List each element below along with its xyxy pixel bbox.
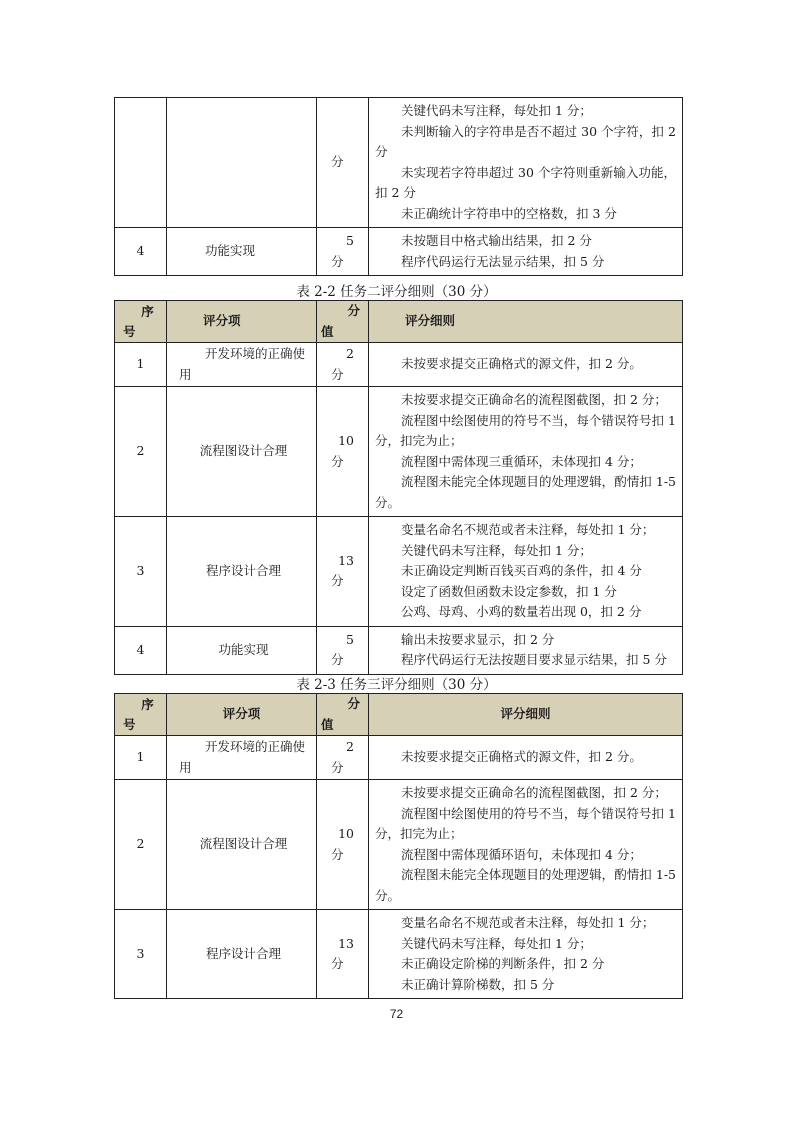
rule-line: 关键代码未写注释，每处扣 1 分； bbox=[401, 542, 592, 558]
score-number: 13 bbox=[338, 935, 354, 951]
score-number: 5 bbox=[346, 233, 354, 248]
scoring-rules bbox=[369, 387, 683, 517]
scoring-item: 流程图设计合理 bbox=[167, 387, 317, 517]
rule-line: 变量名命名不规范或者未注释，每处扣 1 分； bbox=[401, 915, 655, 930]
scoring-rules bbox=[369, 343, 683, 387]
rule-line: 未按要求提交正确格式的源文件，扣 2 分。 bbox=[401, 356, 642, 372]
score-value bbox=[317, 517, 369, 627]
rule-line: 公鸡、母鸡、小鸡的数量若出现 0，扣 2 分 bbox=[401, 604, 642, 619]
rule-line: 流程图中绘图使用的符号不当，每个错误符号扣 1 分，扣完为止； bbox=[375, 805, 676, 841]
header-score: 分 值 bbox=[317, 694, 369, 736]
row-number bbox=[115, 98, 167, 228]
header-item: 评分项 bbox=[167, 694, 317, 736]
score-unit: 分 bbox=[331, 956, 344, 971]
scoring-rules bbox=[369, 228, 683, 276]
row-number: 3 bbox=[115, 910, 167, 999]
scoring-rules bbox=[369, 910, 683, 999]
table-row bbox=[115, 780, 683, 910]
page-number: 72 bbox=[389, 1007, 404, 1021]
score-unit: 分 bbox=[331, 573, 344, 589]
score-number: 13 bbox=[338, 552, 354, 568]
row-number: 1 bbox=[115, 736, 167, 780]
table-3-caption: 表 2-3 任务三评分细则（30 分） bbox=[296, 677, 497, 693]
rule-line: 流程图中绘图使用的符号不当，每个错误符号扣 1 分，扣完为止； bbox=[375, 412, 676, 448]
score-unit: 分 bbox=[331, 154, 344, 170]
scoring-item: 程序设计合理 bbox=[167, 910, 317, 999]
scoring-item: 开发环境的正确使用 bbox=[167, 736, 317, 780]
header-score: 分 值 bbox=[317, 301, 369, 343]
row-number: 2 bbox=[115, 387, 167, 517]
scoring-item: 功能实现 bbox=[167, 626, 317, 674]
scoring-item: 开发环境的正确使用 bbox=[167, 343, 317, 387]
row-number: 4 bbox=[115, 626, 167, 674]
score-unit: 分 bbox=[331, 759, 344, 775]
table-row bbox=[115, 736, 683, 780]
rule-line: 流程图中需体现三重循环，未体现扣 4 分； bbox=[401, 453, 642, 469]
rule-line: 设定了函数但函数未设定参数，扣 1 分 bbox=[401, 583, 617, 599]
rule-line: 输出未按要求显示，扣 2 分 bbox=[401, 631, 555, 647]
table-row bbox=[115, 626, 683, 674]
rule-line: 流程图未能完全体现题目的处理逻辑，酌情扣 1-5 分。 bbox=[375, 867, 676, 903]
table-row bbox=[115, 910, 683, 999]
rule-line: 未实现若字符串超过 30 个字符则重新输入功能，扣 2 分 bbox=[375, 164, 676, 200]
score-number: 5 bbox=[346, 631, 354, 647]
score-value bbox=[317, 736, 369, 780]
scoring-rules bbox=[369, 626, 683, 674]
table-header-row bbox=[115, 301, 683, 343]
table-row bbox=[115, 343, 683, 387]
rule-line: 未按要求提交正确命名的流程图截图，扣 2 分； bbox=[401, 392, 667, 407]
table-row bbox=[115, 387, 683, 517]
table-row bbox=[115, 98, 683, 228]
rule-line: 未按要求提交正确格式的源文件，扣 2 分。 bbox=[401, 749, 642, 765]
score-number: 2 bbox=[346, 346, 354, 361]
score-unit: 分 bbox=[331, 453, 344, 469]
table-2-caption: 表 2-2 任务二评分细则（30 分） bbox=[296, 284, 497, 300]
scoring-item: 程序设计合理 bbox=[167, 517, 317, 627]
rule-line: 程序代码运行无法按题目要求显示结果，扣 5 分 bbox=[401, 652, 667, 667]
table-3 bbox=[114, 693, 683, 999]
scoring-item: 流程图设计合理 bbox=[167, 780, 317, 910]
rule-line: 流程图中需体现循环语句，未体现扣 4 分； bbox=[401, 846, 642, 862]
header-seq: 序 号 bbox=[115, 694, 167, 736]
header-item: 评分项 bbox=[167, 301, 317, 343]
score-value bbox=[317, 387, 369, 517]
rule-line: 未按题目中格式输出结果，扣 2 分 bbox=[401, 233, 592, 248]
rule-line: 关键代码未写注释，每处扣 1 分； bbox=[401, 103, 592, 118]
rule-line: 未按要求提交正确命名的流程图截图，扣 2 分； bbox=[401, 785, 667, 800]
score-number: 10 bbox=[338, 826, 354, 841]
score-value bbox=[317, 98, 369, 228]
score-unit: 分 bbox=[331, 846, 344, 862]
table-row bbox=[115, 228, 683, 276]
table-1-continued bbox=[114, 97, 683, 276]
rule-line: 未判断输入的字符串是否不超过 30 个字符，扣 2 分 bbox=[375, 123, 676, 159]
scoring-rules bbox=[369, 780, 683, 910]
score-unit: 分 bbox=[331, 366, 344, 382]
header-seq: 序 号 bbox=[115, 301, 167, 343]
score-value bbox=[317, 780, 369, 910]
score-value bbox=[317, 626, 369, 674]
rule-line: 未正确设定阶梯的判断条件，扣 2 分 bbox=[401, 956, 605, 971]
rule-line: 未正确计算阶梯数，扣 5 分 bbox=[401, 976, 555, 992]
score-unit: 分 bbox=[331, 652, 344, 667]
score-value bbox=[317, 228, 369, 276]
scoring-rules bbox=[369, 98, 683, 228]
scoring-item bbox=[167, 98, 317, 228]
score-number: 10 bbox=[338, 433, 354, 448]
header-rules: 评分细则 bbox=[369, 301, 683, 343]
table-2 bbox=[114, 300, 683, 675]
row-number: 3 bbox=[115, 517, 167, 627]
rule-line: 未正确设定判断百钱买百鸡的条件，扣 4 分 bbox=[401, 563, 642, 578]
row-number: 4 bbox=[115, 228, 167, 276]
row-number: 1 bbox=[115, 343, 167, 387]
scoring-rules bbox=[369, 736, 683, 780]
score-number: 2 bbox=[346, 739, 354, 754]
table-row bbox=[115, 517, 683, 627]
score-value bbox=[317, 910, 369, 999]
table-header-row bbox=[115, 694, 683, 736]
rule-line: 变量名命名不规范或者未注释，每处扣 1 分； bbox=[401, 522, 655, 537]
score-unit: 分 bbox=[331, 253, 344, 269]
rule-line: 未正确统计字符串中的空格数，扣 3 分 bbox=[401, 205, 617, 221]
scoring-item: 功能实现 bbox=[167, 228, 317, 276]
rule-line: 流程图未能完全体现题目的处理逻辑，酌情扣 1-5 分。 bbox=[375, 474, 676, 510]
rule-line: 关键代码未写注释，每处扣 1 分； bbox=[401, 935, 592, 951]
score-value bbox=[317, 343, 369, 387]
row-number: 2 bbox=[115, 780, 167, 910]
rule-line: 程序代码运行无法显示结果，扣 5 分 bbox=[401, 253, 605, 269]
scoring-rules bbox=[369, 517, 683, 627]
header-rules: 评分细则 bbox=[369, 694, 683, 736]
